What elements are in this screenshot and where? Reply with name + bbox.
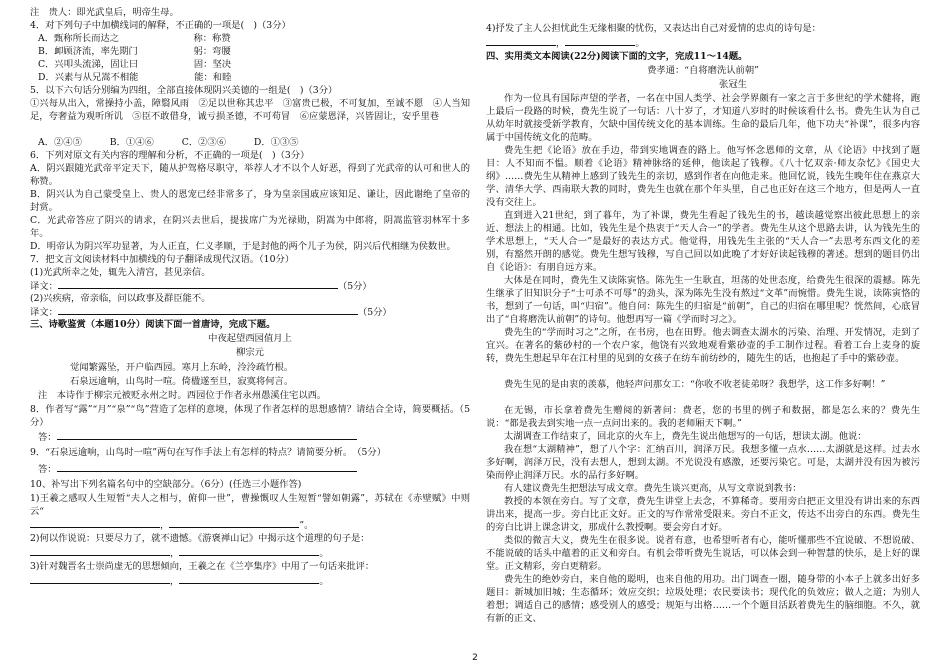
poem-note: 注 本诗作于柳宗元被贬永州之时。西园位于作者永州愚溪住宅以西。 [38, 390, 327, 401]
q4-option-a: A．甄称所长而达之 称：称赞 [38, 33, 231, 44]
answer-blank[interactable] [30, 518, 160, 528]
article-paragraph: 费先生的“学而时习之”之所，在书房，也在田野。他去调查太湖水的污染、治理、开发情况，走到了宜兴。在著名的紫砂村的一个农户家，他饶有兴致地观看紫砂壶的手工制作过程。看着工台上麦身的旋转，费先生想起早年在江村里的见到的女孩子在纺车前纺纱的，随先生的话，也抱起了手中的紫砂壶。 [486, 327, 920, 364]
q10-item-2: 2)何以作说说：只要尽力了，就不遗憾。《游褒禅山记》中揭示这个道理的句子是： [30, 533, 370, 544]
q8-answer-line [30, 430, 470, 444]
question-8: 8．作者写“露”“月”“泉”“鸟”营造了怎样的意境，体现了作者怎样的思想感情？请结合全诗，简要概括。（5分） [30, 404, 470, 428]
poem-title: 中夜起望西园值月上 [208, 333, 292, 344]
answer-blank[interactable] [30, 546, 170, 556]
q6-option-a: A．阴兴跟随光武帝平定天下，随从护驾格尽职守，举荐人才不以个人好恶，得到了光武帝的认可和世人的称赞。 [30, 163, 470, 187]
answer-blank[interactable] [58, 305, 358, 315]
question-9: 9．“石泉远逾响，山鸟时一喧”两句在写作手法上有怎样的特点？请简要分析。 （5分） [30, 447, 387, 458]
poem-author: 柳宗元 [236, 347, 264, 358]
answer-blank[interactable] [179, 546, 319, 556]
article-author: 张冠生 [719, 79, 747, 90]
answer-blank[interactable] [58, 279, 338, 289]
answer-blank[interactable] [30, 574, 170, 584]
answer-label: 答： [38, 432, 57, 443]
question-4: 4．对下列句子中加横线词的解释，不正确的一项是( )（3分） [30, 20, 291, 31]
article-paragraph: 类似的微言大义，费先生在很多说。说者有意，也希望听者有心，能听懂那些不宜说破、不想说破、不能说破的话头中蕴着的正义和旁白。有机会带听费先生说话，可以体会到一种智慧的快乐，是上好的课堂。正文精彩，旁白更精彩。 [486, 535, 920, 572]
q10-item-3: 3)针对魏晋名士崇尚虚无的思想倾向，王羲之在《兰亭集序》中用了一句话来批评： [30, 561, 375, 572]
answer-blank[interactable] [565, 36, 635, 46]
q10-item-3-blanks: ， 。 [30, 574, 470, 588]
q6-option-d: D．明帝认为阴兴军功显著，为人正直，仁义孝顺，于是封他的两个儿子为侯，阴兴后代相继为侯数世。 [30, 241, 456, 252]
poem-line-1: 觉闻繁露坠，开户临西园。寒月上东岭，泠泠疏竹根。 [70, 362, 294, 373]
question-5: 5．以下六句话分别编为四组，全部直接体现阴兴美德的一组是( )（3分） [30, 85, 338, 96]
q4-option-d: D．兴素与从兄嵩不相能 能：和睦 [38, 72, 232, 83]
section-3-heading: 三、诗歌鉴赏（本题10分）阅读下面一首唐诗，完成下题。 [30, 319, 276, 330]
article-paragraph: 作为一位具有国际声望的学者，一名在中国人类学、社会学界颇有一家之言于多世纪的学术健将，跑上最后一段路的时候，费先生说了一句话：八十岁了，才知道八岁时的时候该看什么书。费先生认为自己从幼年时就接受新学教育，欠缺中国传统文化的基本训练。生命的最后几年，他下功夫“补课”，很多内容属于中国传统文化的范畴。 [486, 93, 920, 143]
article-quote: 教授的本领在旁白。写了文章，费先生讲堂上去念，不算稀奇。要用旁白把正文里没有讲出来的东西讲出来，提高一步。旁白比正文好。正文的写作常常受限来。旁白不正文，传达不出旁白的东西。费先生的旁白比讲上课念讲文，那成什么教授啊。要会旁白才好。 [486, 496, 920, 533]
article-title: 费孝通：“自将磨洗认前朝” [647, 65, 759, 76]
q7-sentence-1: (1)光武所幸之处，辄先入清宫，甚见亲信。 [30, 267, 211, 278]
answer-label: 答： [38, 464, 57, 475]
score-label: （5分） [357, 307, 392, 318]
article-quote: 我在想“太湖精神”，想了八个字：汇纳百川，润泽万民。我想多懂一点水……太湖就是这样。过去水多好啊，润泽万民，没有去想人，想到太湖。不光说没有感激，还要污染它。可是，太湖并没有因为被污染而停止润泽万民。水的品行多好啊。 [486, 444, 920, 481]
page-number: 2 [472, 653, 478, 663]
translation-label: 译文： [30, 307, 58, 318]
answer-blank[interactable] [57, 430, 357, 440]
q6-option-b: B．阴兴认为自己蒙受皇上、贵人的恩宠已经非常多了，身为皇亲国戚应该知足、谦让，因此谢绝了皇帝的封赏。 [30, 189, 470, 213]
q10-item-2-blanks: ， 。 [30, 546, 470, 560]
article-paragraph: 大体是在同时，费先生又读陈寅恪。陈先生一生耿直，坦荡的处世态度，给费先生很深的震撼。陈先生继承了旧知识分子“士可杀不可辱”的劲头，深为陈先生没有熬过“文革”而惋惜。费先生说，读陈寅恪的书，想到了一句话，叫“归宿”。他自问：陈先生的归宿是“前朝”，自己的归宿在哪里呢？恍然间，心底冒出了“自将磨洗认前朝”的诗句。他想再写一篇《学而时习之》。 [486, 275, 920, 325]
question-6: 6．下列对原文有关内容的理解和分析，不正确的一项是( )（3分） [30, 150, 310, 161]
article-paragraph: 费先生把《论语》放在手边，带到实地调查的路上。他写怀念恩师的文章，从《论语》中找到了题目：人不知而不愠。顺着《论语》精神脉络的延伸，他读起了钱穆。《八十忆双亲·师友杂忆》《国史大纲》……费先生从精神上感到了钱先生的亲切，感到作者在向他走来。他回忆说，钱先生晚年住在燕京大学、清华大学、西南联大教的同时，费先生也就在那个年头里，自己也正好在这三个地方，但是两人一直没有交往上。 [486, 145, 920, 208]
q10-item-1: 1)王羲之感叹人生短暂“夫人之相与，俯仰一世”，曹操慨叹人生短暂“譬如朝露”，苏轼在《赤壁赋》中则云“ [30, 493, 470, 517]
article-paragraph: 在无锡，市长拿着费先生赠阅的新著问：费老，您的书里的例子和数据，都是怎么来的？费先生说：“都是我去到实地一点一点问出来的。我的老师厢天下啊。” [486, 405, 920, 429]
section-4-heading: 四、实用类文本阅读(22分)阅读下面的文字，完成11～14题。 [486, 51, 748, 62]
article-paragraph: 太湖调查工作结束了，回北京的火车上，费先生说出他想写的一句话，想读太湖。他说： [504, 431, 867, 442]
article-paragraph: 费先生见的是由衷的羡慕，他轻声问那女工：“你收不收老徒弟呀？我想学，这工作多好啊！” [504, 379, 886, 390]
answer-blank[interactable] [179, 574, 319, 584]
q9-answer-line [30, 462, 470, 476]
q4-option-b: B．卹顾济流，率先期门 躬：弯腰 [38, 46, 231, 57]
poem-line-2: 石泉远逾响，山鸟时一喧。倚楹遂至旦，寂寞将何言。 [70, 376, 294, 387]
q5-options: A．②④⑤ B．①④⑥ C．②③⑥ D．①③⑤ [38, 137, 299, 148]
q7-sentence-2: (2)兴疾病，帝亲临，问以政事及群臣能不。 [30, 293, 211, 304]
article-paragraph: 直到进入21世纪，到了暮年，为了补课，费先生看起了钱先生的书，越读越觉察出彼此思想上的亲近、想法上的相通。比如，钱先生是个热衷于“天人合一”的学者。费先生从这个思路去讲，认为钱先生的学术思想上，“天人合一”是最好的表达方式。他觉得，用钱先生主张的“天人合一”去思考东西文化的差别，有豁然开朗的感觉。费先生想写钱穆，写自己回以如此晚了才好好读起钱穆的著述。想到的题目仍出自《论语》：有朋自远方来。 [486, 210, 920, 273]
q6-option-c: C．光武帝答应了阴兴的请求，在阴兴去世后，提拔席广为光禄勋，阴嵩为中郎将，阴嵩监管羽林军十多年。 [30, 215, 470, 239]
translation-label: 译文： [30, 281, 58, 292]
q5-sentences: ①兴每从出入，常操持小盖，障翳风雨 ②足以世称其忠平 ③富贵已极，不可复加，至诚不愿 ④人当知足，夸奢益为观听所讥 ⑤臣不敢借身，诚亏损圣德，不可苟冒 ⑥应蒙恩泽，兴皆固让，安乎里巷 [30, 98, 470, 122]
note-guiren: 注 贵人：即光武皇后，明帝生母。 [30, 7, 179, 18]
answer-blank[interactable] [169, 518, 299, 528]
article-paragraph: 有人建议费先生把想法写成文章。费先生谈兴更高，从写文章说到教书： [504, 483, 802, 494]
q7-answer-line-1 [30, 279, 470, 293]
article-paragraph: 费先生的绝妙旁白，来自他的聪明，也来自他的用功。出门调查一圈，随身带的小本子上就多出好多题目：新城加旧城；生态循环；效应交织；垃圾处理；农民要读书；现代化的负效应；做人之道；为别人着想；调适自己的感情；感受别人的感受；规矩与出格……一个个题目活跃着费先生的脑细胞。不久，就有新的正文、 [486, 574, 920, 624]
q10-item-4-blanks: ， 。 [486, 36, 920, 50]
q10-item-4: 4)抒发了主人公担忧此生无缘相聚的忧伤，又表达出自己对爱情的忠贞的诗句是： [486, 23, 821, 34]
answer-blank[interactable] [57, 462, 357, 472]
q4-option-c: C．兴叩头流涕，固让曰 固：坚决 [38, 59, 232, 70]
answer-blank[interactable] [486, 36, 556, 46]
question-10: 10、补写出下列名篇名句中的空缺部分。（6分）(任选三小题作答) [30, 479, 302, 490]
score-label: （5分） [337, 281, 372, 292]
q7-answer-line-2 [30, 305, 470, 319]
question-7: 7．把文言文阅读材料中加横线的句子翻译成现代汉语。（10分） [30, 254, 295, 265]
q10-item-1-blanks: ， ”。 [30, 518, 470, 532]
